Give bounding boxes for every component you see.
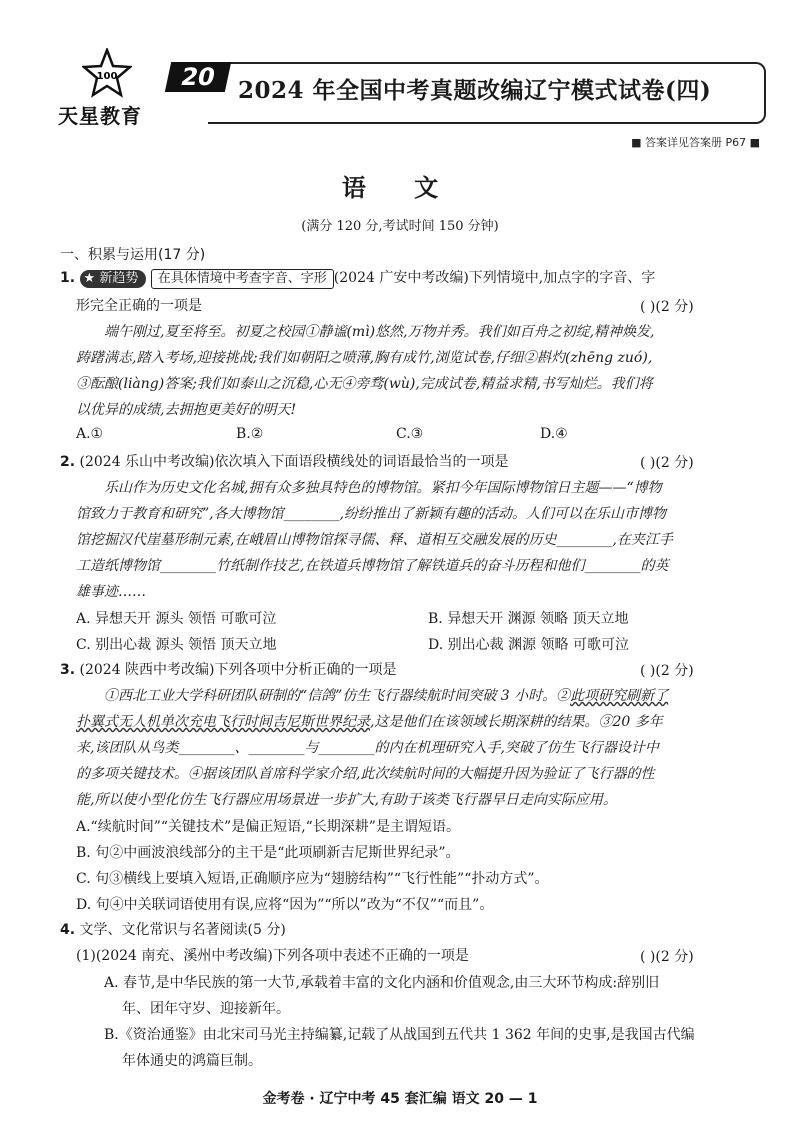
new-trend-label: 新趋势 <box>99 271 139 286</box>
q2-option-d[interactable]: D. 别出心裁 渊源 领略 可歌可泣 <box>428 637 629 653</box>
q3-passage-line: 来,该团队从鸟类________、________与________的内在机理研究入手,突破了仿生飞行器设计中 <box>76 740 659 756</box>
q4-number: 4. <box>60 922 76 938</box>
answer-note: ■ 答案详见答案册 P67 ■ <box>631 136 760 149</box>
page-footer: 金考卷 · 辽宁中考 45 套汇编 语文 20 — 1 <box>262 1091 538 1107</box>
q2-option-b[interactable]: B. 异想天开 渊源 领略 顶天立地 <box>428 611 629 627</box>
q3-option-c[interactable]: C. 句③横线上要填入短语,正确顺序应为“翅膀结构”“飞行性能”“扑动方式”。 <box>76 871 549 887</box>
q2-stem-text: (2024 乐山中考改编)依次填入下面语段横线处的词语最恰当的一项是 <box>79 454 509 470</box>
q2-stem <box>60 452 509 472</box>
section-heading: 一、积累与运用(17 分) <box>60 247 206 263</box>
logo <box>58 48 168 126</box>
q2-passage-line: 乐山作为历史文化名城,拥有众多独具特色的博物馆。紧扣今年国际博物馆日主题——“博物 <box>104 480 662 496</box>
q4-option-b[interactable]: B.《资治通鉴》由北宋司马光主持编纂,记载了从战国到五代共 1 362 年间的史事,是我国古代编 <box>104 1027 695 1043</box>
q1-stem <box>60 268 655 289</box>
q4-sub1-stem: (1)(2024 南充、溪州中考改编)下列各项中表述不正确的一项是 <box>76 948 469 964</box>
q3-option-b[interactable]: B. 句②中画波浪线部分的主干是“此项刷新吉尼斯世界纪录”。 <box>76 845 460 861</box>
q1-stem-line2: 形完全正确的一项是 <box>76 298 202 314</box>
q4-answer-paren: ( )(2 分) <box>640 949 694 965</box>
q3-option-d[interactable]: D. 句④中关联词语使用有误,应将“因为”“所以”改为“不仅”“而且”。 <box>76 897 494 913</box>
q2-passage-line: 馆致力于教育和研究”,各大博物馆________,纷纷推出了新颖有趣的活动。人们可以在乐山市博物 <box>76 506 667 522</box>
q1-option-b[interactable]: B.② <box>236 426 264 442</box>
q1-passage-line: 踌躇满志,踏入考场,迎接挑战;我们如朝阳之喷薄,胸有成竹,浏览试卷,仔细②斟灼(zhēng zuó), <box>76 350 653 366</box>
q2-answer-paren: ( )(2 分) <box>640 455 694 471</box>
q3-stem <box>60 660 397 680</box>
q1-passage-line: 以优异的成绩,去拥抱更美好的明天! <box>76 402 297 418</box>
q2-passage-line: 馆挖掘汉代崖墓形制元素,在峨眉山博物馆探寻儒、释、道相互交融发展的历史________,在夹江手 <box>76 532 673 548</box>
q1-option-c[interactable]: C.③ <box>396 426 424 442</box>
q3-passage-line: 能,所以使小型化仿生飞行器应用场景进一步扩大,有助于该类飞行器早日走向实际应用。 <box>76 792 617 808</box>
header <box>58 48 764 126</box>
q4-option-a[interactable]: A. 春节,是中华民族的第一大节,承载着丰富的文化内涵和价值观念,由三大环节构成:辞别旧 <box>104 975 660 991</box>
q2-passage-line: 工造纸博物馆________竹纸制作技艺,在铁道兵博物馆了解铁道兵的奋斗历程和他们________的英 <box>76 558 669 574</box>
q4-stem <box>60 920 286 940</box>
q2-passage-line: 雄事迹…… <box>76 584 146 600</box>
star-logo-icon <box>82 48 132 98</box>
paper-number-badge: 20 <box>165 62 231 92</box>
q1-option-d[interactable]: D.④ <box>540 426 568 442</box>
exam-title: 2024 年全国中考真题改编辽宁模式试卷(四) <box>238 77 712 104</box>
q4-option-b-cont: 年体通史的鸿篇巨制。 <box>122 1053 262 1069</box>
q1-passage-line: 端午刚过,夏至将至。初夏之校园①静谧(mì)悠然,万物并秀。我们如百舟之初绽,精神焕发, <box>104 324 655 340</box>
new-trend-tag: ★ 新趋势 <box>80 270 147 288</box>
q4-option-a-cont: 年、团年守岁、迎接新年。 <box>122 1001 290 1017</box>
q3-passage-line <box>76 712 663 732</box>
q3-p1a: ①西北工业大学科研团队研制的“信鸽”仿生飞行器续航时间突破 3 小时。② <box>104 688 571 704</box>
q2-option-c[interactable]: C. 别出心裁 源头 领悟 顶天立地 <box>76 637 277 653</box>
q3-passage-line: 的多项关键技术。④据该团队首席科学家介绍,此次续航时间的大幅提升因为验证了飞行器的性 <box>76 766 655 782</box>
q2-number: 2. <box>60 454 76 470</box>
subject-title: 语 文 <box>341 173 459 202</box>
q3-number: 3. <box>60 662 76 678</box>
q1-passage-line: ③酝酿(liàng)答案;我们如泰山之沉稳,心无④旁骛(wù),完成试卷,精益求精,书写灿烂。我们将 <box>76 376 653 392</box>
q1-number: 1. <box>60 270 76 286</box>
q3-answer-paren: ( )(2 分) <box>640 663 694 679</box>
q1-option-a[interactable]: A.① <box>76 426 104 442</box>
q3-passage-line <box>104 686 668 706</box>
wavy-underline-text: 此项研究刷新了 <box>570 688 669 704</box>
q3-p2b: ,这是他们在该领域长期深耕的结果。③20 多年 <box>370 714 663 730</box>
q3-option-a[interactable]: A.“续航时间”“关键技术”是偏正短语,“长期深耕”是主谓短语。 <box>76 819 460 835</box>
svg-text:100: 100 <box>96 71 118 82</box>
logo-text: 天星教育 <box>58 104 142 128</box>
q3-stem-text: (2024 陕西中考改编)下列各项中分析正确的一项是 <box>79 662 397 678</box>
wavy-underline-text: 扑翼式无人机单次充电飞行时间吉尼斯世界纪录 <box>76 714 370 730</box>
q2-option-a[interactable]: A. 异想天开 源头 领悟 可歌可泣 <box>76 611 277 627</box>
topic-tag: 在具体情境中考查字音、字形 <box>151 269 334 289</box>
q1-answer-paren: ( )(2 分) <box>640 299 694 315</box>
q4-stem-text: 文学、文化常识与名著阅读(5 分) <box>79 922 286 938</box>
score-note: (满分 120 分,考试时间 150 分钟) <box>301 219 499 234</box>
q1-stem-line1: (2024 广安中考改编)下列情境中,加点字的字音、字 <box>333 270 656 286</box>
